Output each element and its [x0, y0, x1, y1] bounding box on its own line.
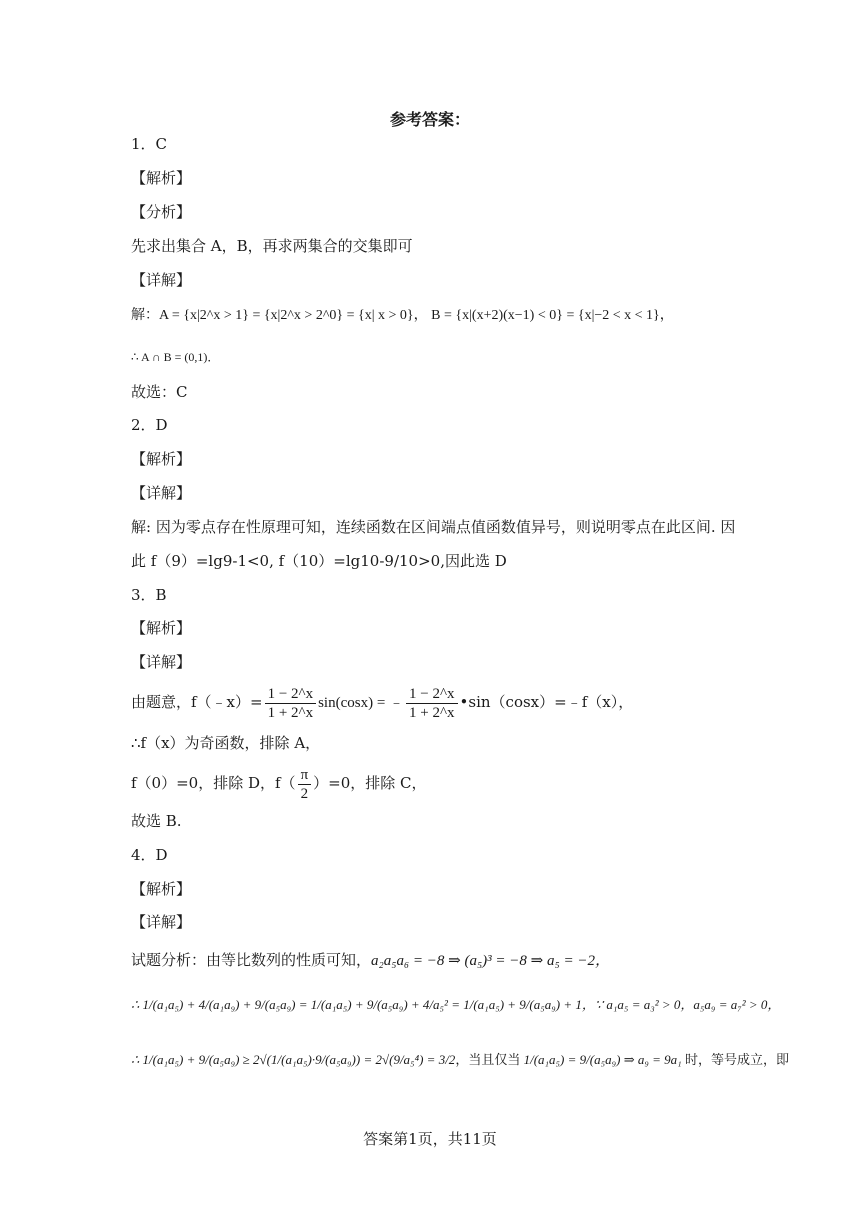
q4-tag-analysis: 【解析】	[131, 880, 192, 898]
q2-line2: 此 f（9）=lg9-1<0, f（10）=lg10-9/10>0,因此选 D	[131, 552, 507, 570]
q2-number: 2．D	[131, 416, 168, 434]
q3-expression	[131, 683, 633, 722]
q1-solution-line: 解：A = {x|2^x > 1} = {x|2^x > 2^0} = {x| x > 0}， B = {x|(x+2)(x−1) < 0} = {x|−2 < x < 1}，	[131, 308, 674, 323]
q3-tag-detail: 【详解】	[131, 653, 192, 671]
q1-analysis-text: 先求出集合 A，B，再求两集合的交集即可	[131, 237, 413, 255]
q3-pi-fraction: $\frac{\pi}{2}$	[298, 766, 312, 803]
q3-fraction-1: $\frac{1 - 2\^{}x}{1 + 2\^{}x}$	[265, 685, 317, 722]
q1-number: 1．C	[131, 135, 168, 153]
q1-answer: 故选：C	[131, 383, 188, 401]
q3-fraction-2: $\frac{1 - 2\^{}x}{1 + 2\^{}x}$	[406, 685, 458, 722]
q4-number: 4．D	[131, 846, 168, 864]
q1-tag-analysis: 【解析】	[131, 169, 192, 187]
q4-line2: ∴ 1/(a₁a₅) + 4/(a₁a₉) + 9/(a₅a₉) = 1/(a₁a₅) + 9/(a₅a₉) + 4/a₅² = 1/(a₁a₅) + 9/(a₅a₉) + 1，∵ a₁a₅ = a₃² > 0，a₅a₉ = a₇² > 0，	[131, 997, 781, 1012]
q2-tag-analysis: 【解析】	[131, 450, 192, 468]
q2-line1: 解: 因为零点存在性原理可知，连续函数在区间端点值函数值异号，则说明零点在此区间. 因	[131, 518, 736, 536]
q3-suffix: •sin（cosx）=﹣f（x），	[459, 693, 634, 711]
q3-prefix: 由题意，f（﹣x）=	[131, 693, 263, 711]
q2-tag-detail: 【详解】	[131, 484, 192, 502]
page-title: 参考答案：	[389, 110, 470, 129]
q4-line3: ∴ 1/(a₁a₅) + 9/(a₅a₉) ≥ 2√(1/(a₁a₅)·9/(a₅a₉)) = 2√(9/a₅⁴) = 3/2，当且仅当 1/(a₁a₅) = 9/(a₅a₉) ⇒ a₉ = 9a₁ 时，等号成立，即	[131, 1052, 789, 1068]
q3-tag-analysis: 【解析】	[131, 619, 192, 637]
page-footer: 答案第1页，共11页	[363, 1130, 497, 1148]
q3-f0-line: f（0）=0，排除 D，f（ $\frac{\pi}{2}$ ）=0，排除 C，	[131, 766, 427, 802]
q3-answer: 故选 B.	[131, 812, 182, 830]
q1-tag-detail: 【详解】	[131, 271, 192, 289]
q3-mid: sin(cosx) = ﹣	[318, 695, 405, 711]
q1-intersection: ∴ A ∩ B = (0,1)．	[131, 350, 220, 364]
q4-tag-detail: 【详解】	[131, 913, 192, 931]
q4-line1: 试题分析：由等比数列的性质可知，a₂a₅a₆ = −8 ⇒ (a₅)³ = −8 ⇒ a₅ = −2，	[131, 951, 610, 969]
q1-tag-fenxi: 【分析】	[131, 203, 192, 221]
q3-number: 3．B	[131, 586, 167, 604]
q3-odd-line: ∴f（x）为奇函数，排除 A，	[131, 734, 321, 752]
